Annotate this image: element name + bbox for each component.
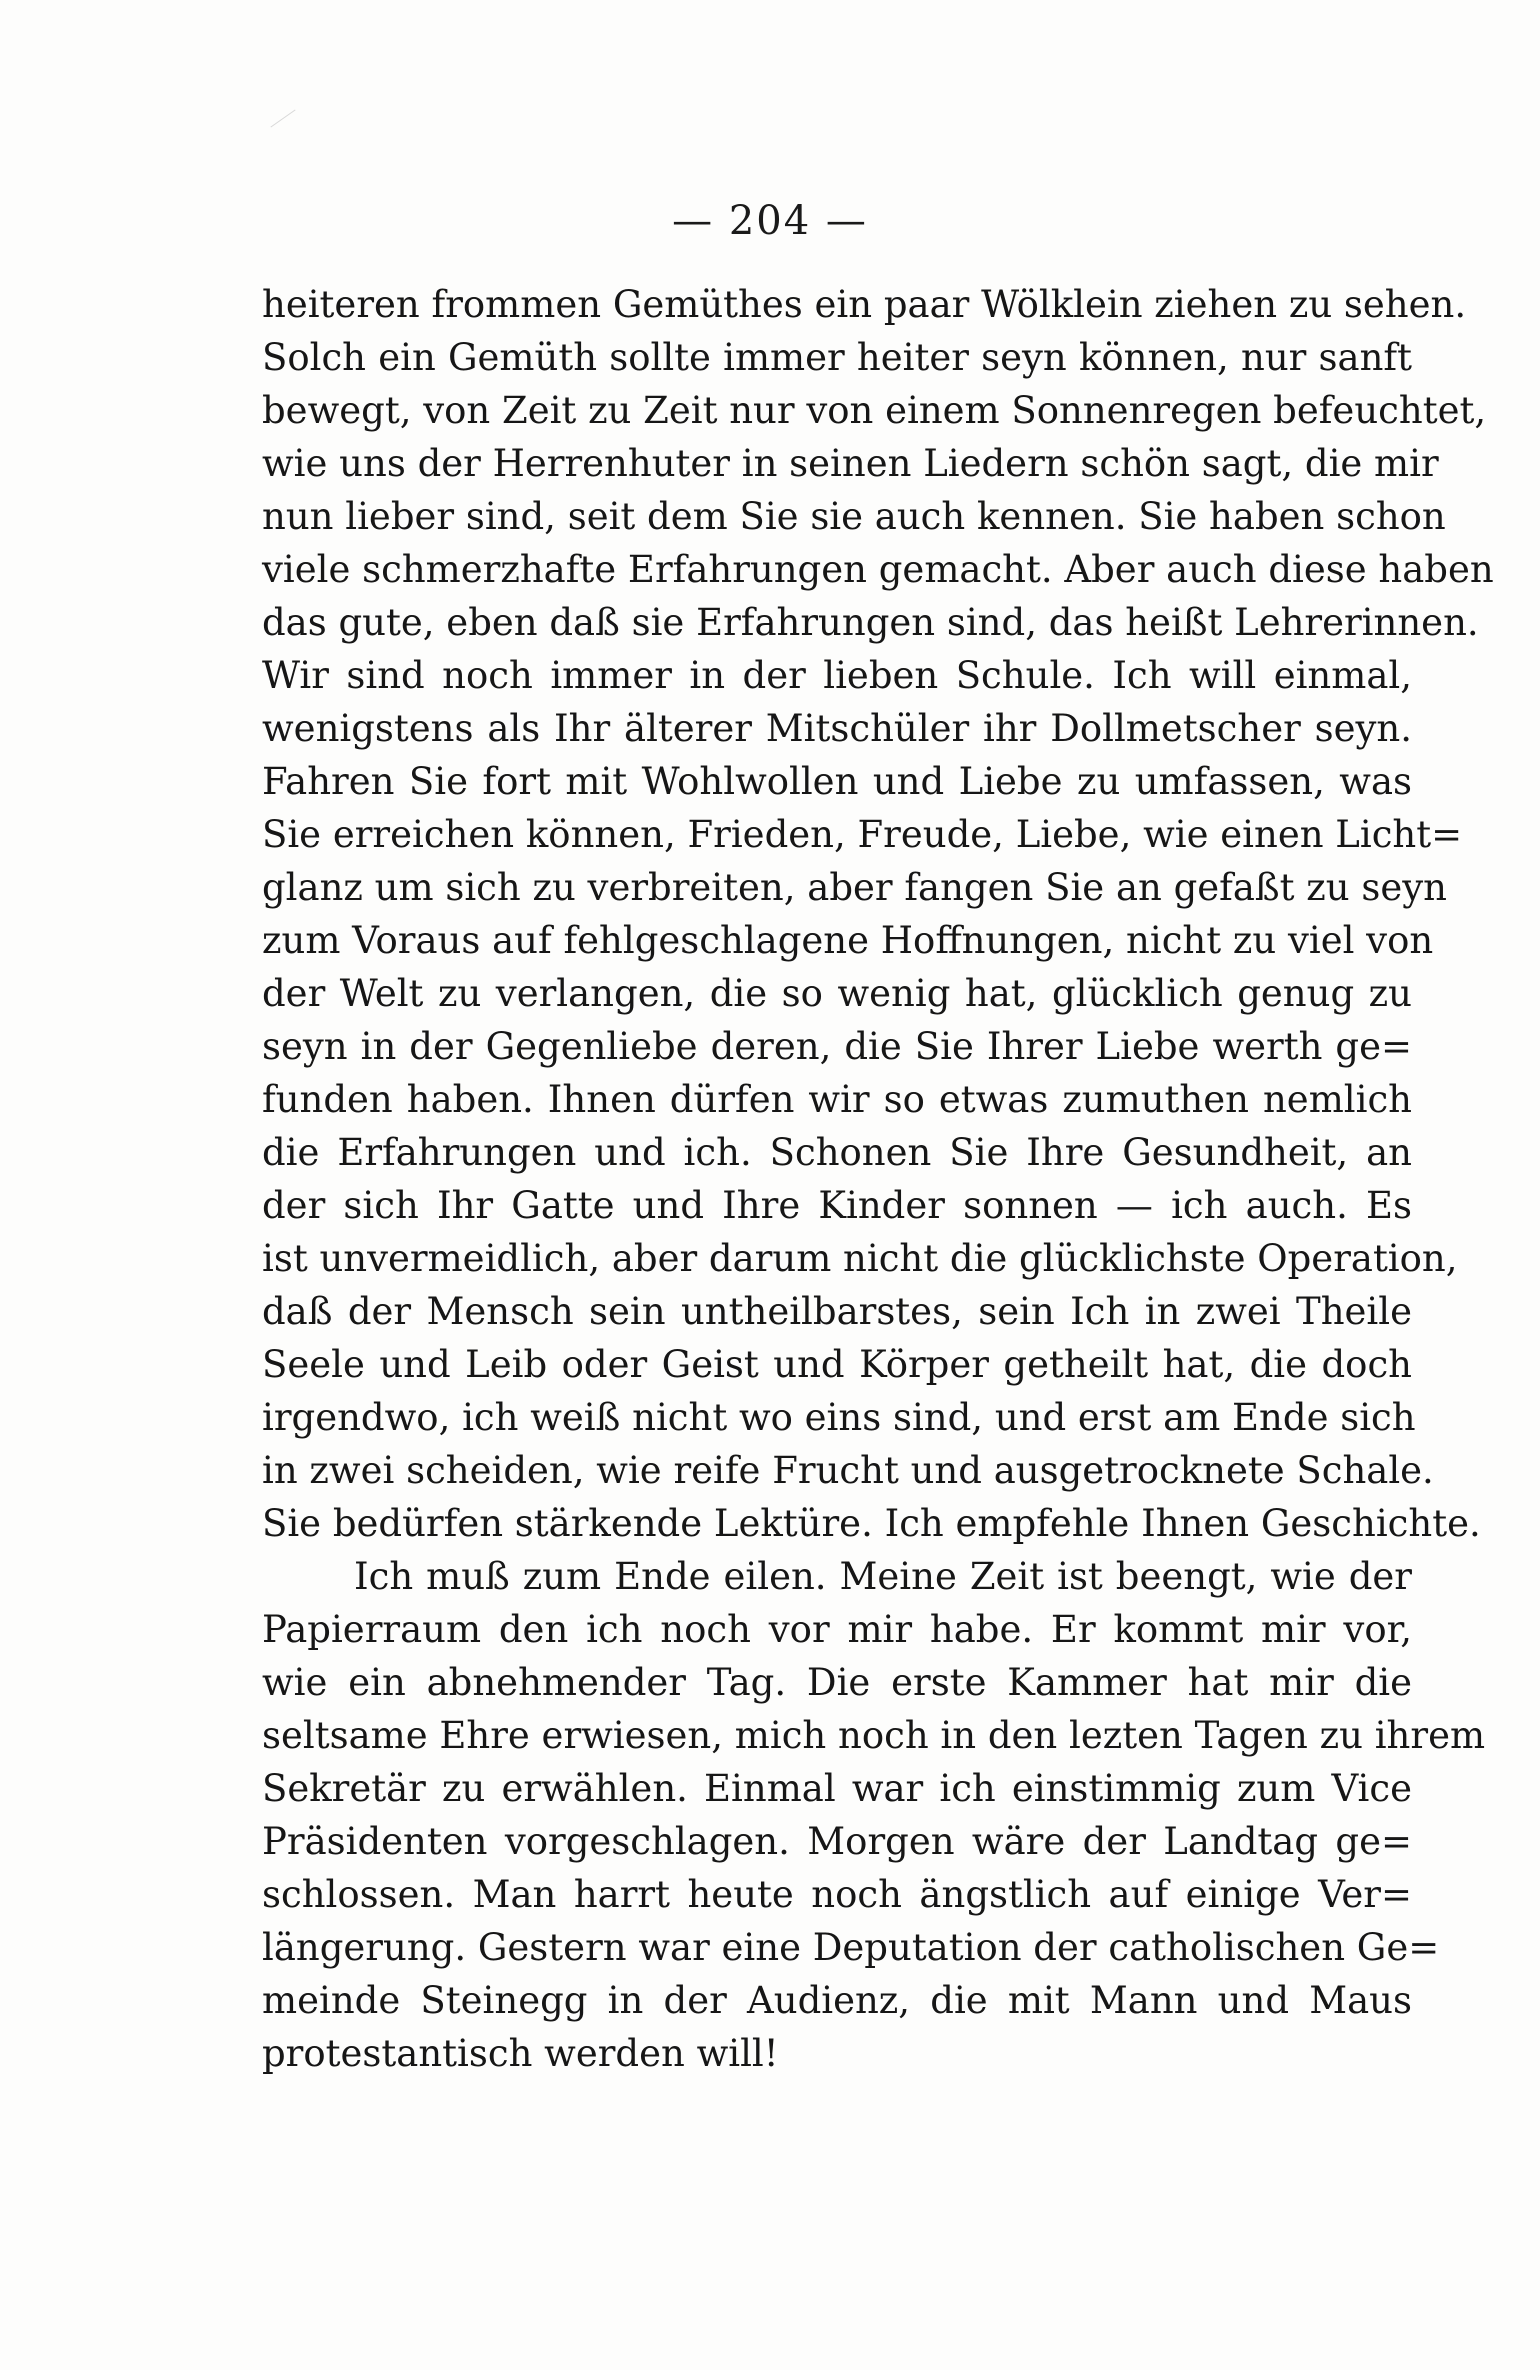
text-line: schlossen. Man harrt heute noch ängstlich auf einige Ver= <box>262 1873 1412 1916</box>
text-line: in zwei scheiden, wie reife Frucht und ausgetrocknete Schale. <box>262 1449 1434 1492</box>
text-line: Papierraum den ich noch vor mir habe. Er kommt mir vor, <box>262 1608 1412 1651</box>
text-line: Sie bedürfen stärkende Lektüre. Ich empfehle Ihnen Geschichte. <box>262 1502 1481 1545</box>
text-line: seltsame Ehre erwiesen, mich noch in den lezten Tagen zu ihrem <box>262 1714 1486 1757</box>
body-text <box>262 278 1494 2080</box>
text-line: Fahren Sie fort mit Wohlwollen und Liebe zu umfassen, was <box>262 760 1412 803</box>
text-line: viele schmerzhafte Erfahrungen gemacht. Aber auch diese haben <box>262 548 1494 591</box>
text-line: ist unvermeidlich, aber darum nicht die glücklichste Operation, <box>262 1237 1458 1280</box>
text-line: glanz um sich zu verbreiten, aber fangen Sie an gefaßt zu seyn <box>262 866 1447 909</box>
text-line: zum Voraus auf fehlgeschlagene Hoffnungen, nicht zu viel von <box>262 919 1434 962</box>
text-line: das gute, eben daß sie Erfahrungen sind, das heißt Lehrerinnen. <box>262 601 1479 644</box>
text-line: Seele und Leib oder Geist und Körper getheilt hat, die doch <box>262 1343 1412 1386</box>
paragraph-start-line: Ich muß zum Ende eilen. Meine Zeit ist beengt, wie der <box>354 1555 1412 1598</box>
text-line: irgendwo, ich weiß nicht wo eins sind, und erst am Ende sich <box>262 1396 1416 1439</box>
text-line-final: protestantisch werden will! <box>262 2032 779 2075</box>
text-line: wie uns der Herrenhuter in seinen Liedern schön sagt, die mir <box>262 442 1439 485</box>
text-line: daß der Mensch sein untheilbarstes, sein Ich in zwei Theile <box>262 1290 1412 1333</box>
text-line: nun lieber sind, seit dem Sie sie auch kennen. Sie haben schon <box>262 495 1446 538</box>
page-number: — 204 — <box>672 198 868 244</box>
text-line: Wir sind noch immer in der lieben Schule. Ich will einmal, <box>262 654 1412 697</box>
text-line: der sich Ihr Gatte und Ihre Kinder sonnen — ich auch. Es <box>262 1184 1412 1227</box>
text-line: meinde Steinegg in der Audienz, die mit Mann und Maus <box>262 1979 1412 2022</box>
text-line: bewegt, von Zeit zu Zeit nur von einem Sonnenregen befeuchtet, <box>262 389 1487 432</box>
text-line: heiteren frommen Gemüthes ein paar Wölklein ziehen zu sehen. <box>262 283 1467 326</box>
scan-artifact <box>270 109 295 127</box>
text-line: funden haben. Ihnen dürfen wir so etwas zumuthen nemlich <box>262 1078 1412 1121</box>
text-line: längerung. Gestern war eine Deputation der catholischen Ge= <box>262 1926 1440 1969</box>
text-line: Sie erreichen können, Frieden, Freude, Liebe, wie einen Licht= <box>262 813 1463 856</box>
text-line: Präsidenten vorgeschlagen. Morgen wäre der Landtag ge= <box>262 1820 1412 1863</box>
text-line: wie ein abnehmender Tag. Die erste Kammer hat mir die <box>262 1661 1412 1704</box>
text-line: der Welt zu verlangen, die so wenig hat, glücklich genug zu <box>262 972 1412 1015</box>
text-line: seyn in der Gegenliebe deren, die Sie Ihrer Liebe werth ge= <box>262 1025 1412 1068</box>
text-line: Solch ein Gemüth sollte immer heiter seyn können, nur sanft <box>262 336 1412 379</box>
text-line: Sekretär zu erwählen. Einmal war ich einstimmig zum Vice <box>262 1767 1412 1810</box>
text-line: die Erfahrungen und ich. Schonen Sie Ihre Gesundheit, an <box>262 1131 1412 1174</box>
text-line: wenigstens als Ihr älterer Mitschüler ihr Dollmetscher seyn. <box>262 707 1412 750</box>
